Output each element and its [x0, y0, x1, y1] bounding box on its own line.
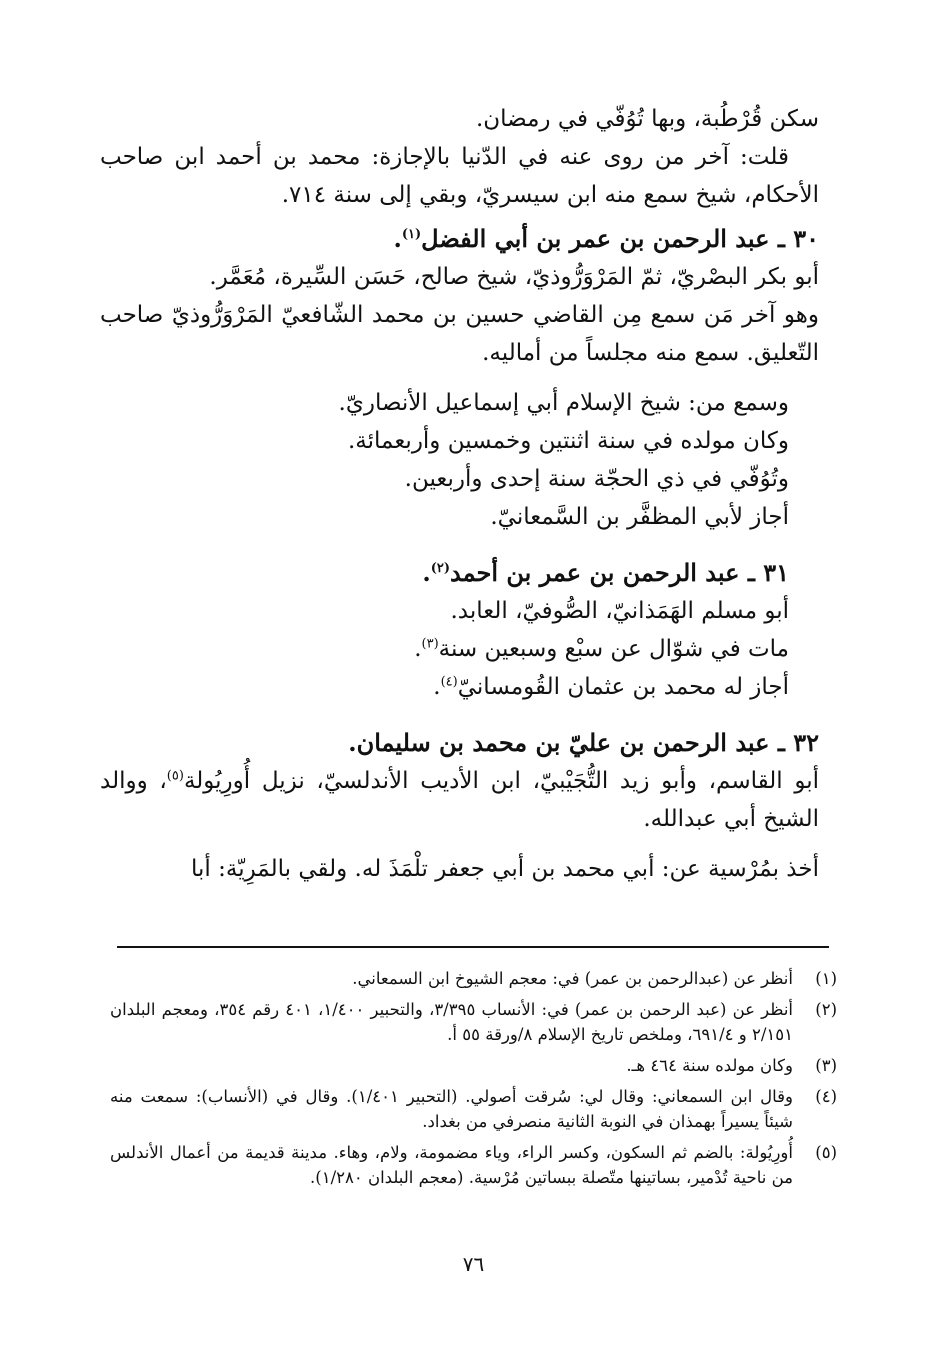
intro-line: سكن قُرْطُبة، وبها تُوُفّي في رمضان.	[475, 106, 819, 132]
footnote-number: (٤)	[815, 1087, 837, 1106]
page-number: ٧٦	[462, 1252, 485, 1276]
entry-32-paragraph	[100, 762, 819, 838]
entry-30-lines	[100, 384, 819, 536]
footnote	[110, 1084, 837, 1134]
entry-31-line: مات في شوّال عن سبْع وسبعين سنة$^{(٣)}$.	[414, 636, 789, 662]
footnote	[110, 1053, 837, 1078]
entry-30-verse-line: أجاز لأبي المظفَّر بن السَّمعانيّ.	[490, 504, 789, 530]
entry-31-title-text: ٣١ ـ عبد الرحمن بن عمر بن أحمد	[450, 558, 789, 587]
footnote	[110, 1140, 837, 1190]
entry-30-paragraph: وهو آخر مَن سمع مِن القاضي حسين بن محمد الشّافعيّ المَرْوَرُّوذيّ صاحب التّعليق. سمع منه مجلساً من أماليه.	[100, 302, 819, 366]
entry-31-line: أبو مسلم الهَمَذانيّ، الصُّوفيّ، العابد.	[450, 598, 789, 624]
footnote-number: (٥)	[815, 1143, 837, 1162]
main-text	[100, 100, 819, 888]
entry-31-licence: أجاز له محمد بن عثمان القُومسانيّ	[457, 674, 789, 700]
entry-31-title: ٣١ ـ عبد الرحمن بن عمر بن أحمد$^{(٢)}$.	[422, 558, 789, 587]
footnote-ref-2[interactable]: (٢)	[430, 561, 451, 576]
entry-30-verse-line: وسمع من: شيخ الإسلام أبي إسماعيل الأنصاريّ.	[338, 390, 789, 416]
footnote-text: أنظر عن (عبد الرحمن بن عمر) في: الأنساب ٣/٣٩٥، والتحبير ١/٤٠٠، ٤٠١ رقم ٣٥٤، ومعجم البلدان ٢/١٥١ و ٦٩١/٤، وملخص تاريخ الإسلام ٨/ورقة ٥٥ أ.	[110, 1000, 793, 1044]
entry-30-verse-line: وكان مولده في سنة اثنتين وخمسين وأربعمائة.	[347, 428, 789, 454]
footnote-ref-1[interactable]: (١)	[401, 227, 422, 242]
footnote-text: أُورِيُولة: بالضم ثم السكون، وكسر الراء، وياء مضمومة، ولام، وهاء. مدينة قديمة من أعمال الأندلس من ناحية تُدْمير، بساتينها متّصلة ببساتين مُرْسية. (معجم البلدان ١/٢٨٠).	[110, 1143, 793, 1187]
footnote-divider	[117, 946, 829, 948]
footnote-ref-3[interactable]: (٣)	[421, 636, 439, 652]
entry-30-verse-line: وتُوُفّي في ذي الحجّة سنة إحدى وأربعين.	[404, 466, 789, 492]
footnote-ref-4[interactable]: (٤)	[440, 674, 458, 690]
entry-31-line: أجاز له محمد بن عثمان القُومسانيّ$^{(٤)}$.	[433, 674, 789, 700]
entry-30-title-text: ٣٠ ـ عبد الرحمن بن عمر بن أبي الفضل	[421, 224, 819, 253]
footnote-ref-5[interactable]: (٥)	[166, 768, 184, 784]
footnote-text: أنظر عن (عبدالرحمن بن عمر) في: معجم الشيوخ ابن السمعاني.	[352, 969, 793, 988]
footnote-number: (١)	[815, 969, 837, 988]
entry-32-title: ٣٢ ـ عبد الرحمن بن عليّ بن محمد بن سليمان.	[348, 728, 819, 757]
entry-30-title: ٣٠ ـ عبد الرحمن بن عمر بن أبي الفضل$^{(١)}$.	[393, 224, 819, 253]
footnote-number: (٢)	[815, 1000, 837, 1019]
footnote	[110, 966, 837, 991]
footnote-text: وكان مولده سنة ٤٦٤ هـ.	[626, 1056, 793, 1075]
entry-32-text-a: أبو القاسم، وأبو زيد التُّجَيْبيّ، ابن الأديب الأندلسيّ، نزيل أُورِيُولة	[183, 768, 820, 794]
entry-31-death: مات في شوّال عن سبْع وسبعين سنة	[438, 636, 789, 662]
footnote-text: وقال ابن السمعاني: وقال لي: سُرقت أصولي. (التحبير ١/٤٠١). وقال في (الأنساب): سمعت منه شيئاً يسيراً بهمذان في النوبة الثانية منصرفي من بغداد.	[110, 1087, 793, 1131]
footnotes	[110, 966, 837, 1196]
intro-paragraph: قلت: آخر من روى عنه في الدّنيا بالإجازة: محمد بن أحمد ابن صاحب الأحكام، شيخ سمع منه ابن سيسريّ، وبقي إلى سنة ٧١٤.	[100, 144, 819, 208]
entry-32-text-b: ، ووالد الشيخ أبي عبدالله.	[100, 768, 819, 832]
footnote	[110, 997, 837, 1047]
entry-32-paragraph: أخذ بمُرْسية عن: أبي محمد بن أبي جعفر تلْمَذَ له. ولقي بالمَرِيّة: أبا	[191, 856, 819, 882]
entry-30-line: أبو بكر البصْريّ، ثمّ المَرْوَرُّوذيّ، شيخ صالح، حَسَن السِّيرة، مُعَمَّر.	[209, 264, 819, 290]
footnote-number: (٣)	[815, 1056, 837, 1075]
